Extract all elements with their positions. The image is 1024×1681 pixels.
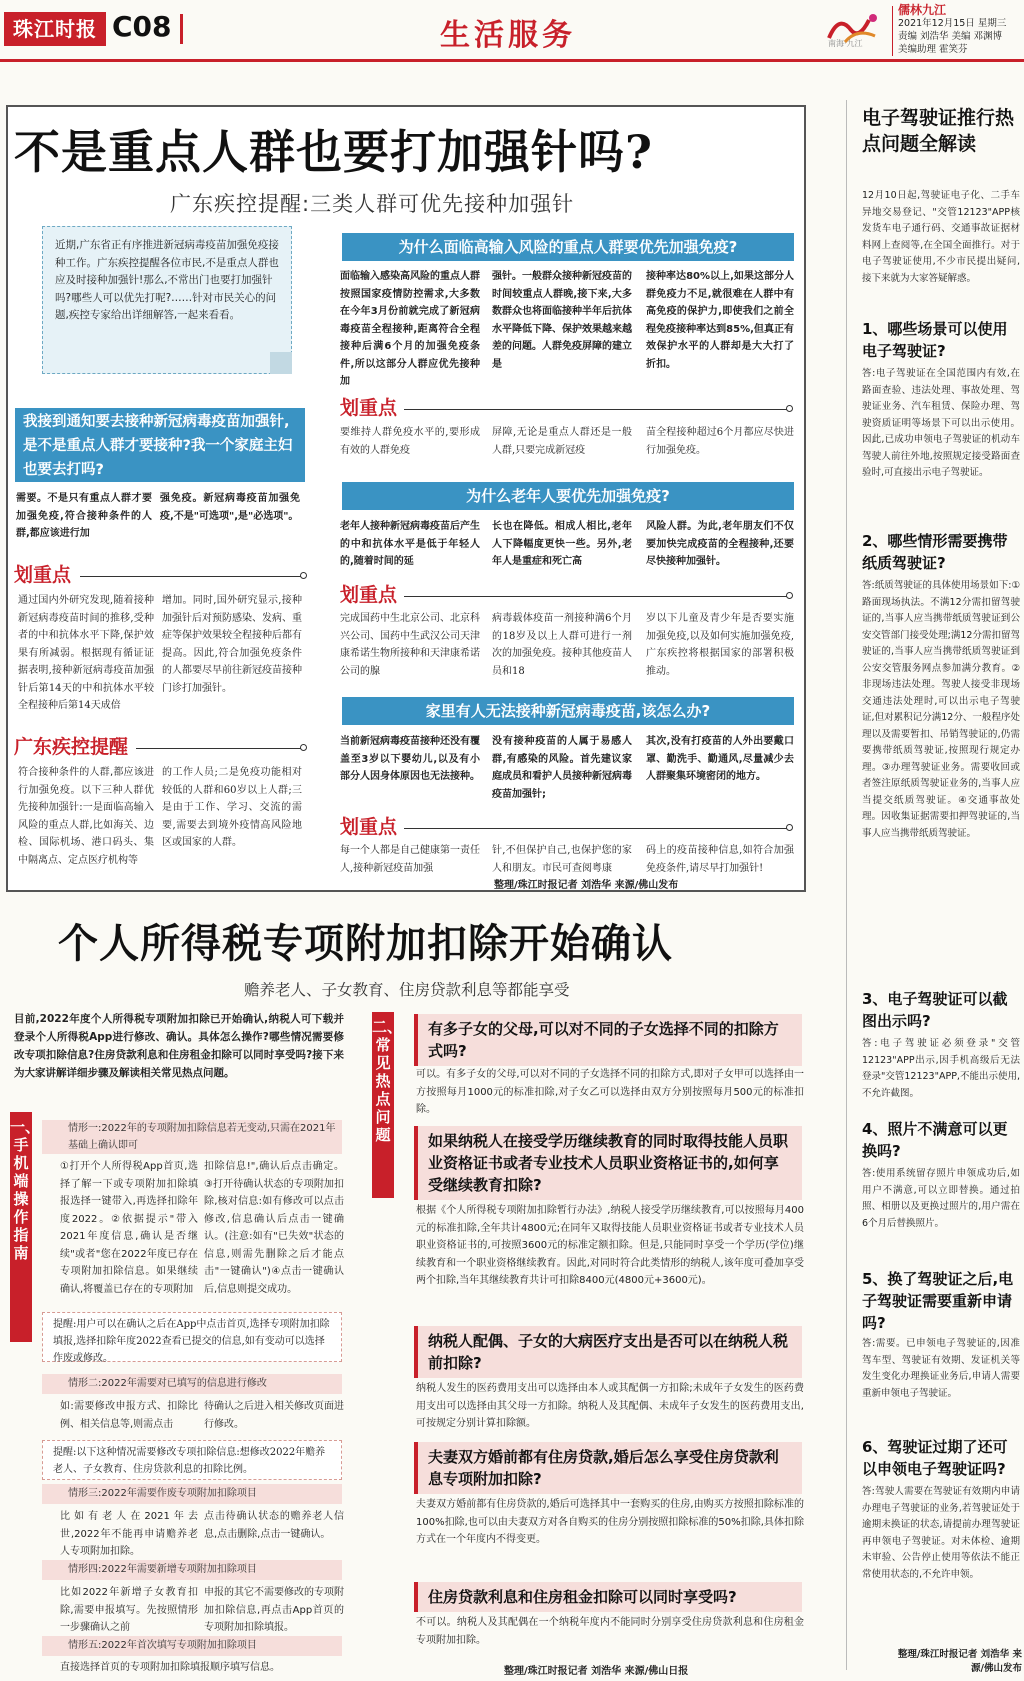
section-label-phone-guide: 一、手机端操作指南 bbox=[10, 1112, 32, 1342]
hot-answer-1: 可以。有多子女的父母,可以对不同的子女选择不同的扣除方式,即对子女甲可以选择由一方按照每月1000元的标准扣除,对子女乙可以选择由双方分别按照每月500元的标准扣除。 bbox=[416, 1069, 804, 1115]
mark-dot-icon bbox=[300, 572, 307, 579]
page-number: C08 bbox=[112, 10, 172, 43]
q1-mark-2: 屏障,无论是重点人群还是一般人群,只要完成新冠疫 bbox=[492, 427, 632, 456]
q2-mark-2: 病毒载体疫苗一剂接种满6个月的18岁及以上人群可进行一剂次的加强免疫。接种其他疫苗人员和18 bbox=[492, 613, 632, 677]
mark-rule bbox=[404, 409, 788, 410]
q1-mark-1: 要维持人群免疫水平的,要形成有效的人群免疫 bbox=[340, 427, 480, 456]
situation-4-text-b: 申报的其它不需要修改的专项附加扣除信息,再点击App首页的专项附加扣除填报。 bbox=[204, 1587, 344, 1633]
q3-answer-1: 当前新冠病毒疫苗接种还没有覆盖至3岁以下婴幼儿,以及有小部分人因身体原因也无法接种。 bbox=[340, 736, 480, 782]
hot-answer-2: 根据《个人所得税专项附加扣除暂行办法》,纳税人接受学历继续教育,可以按照每月400元的标准扣除,全年共计4800元;在同年又取得技能人员职业资格证书或者专业技术人员职业资格证书的,可按照3600元的标准定额扣除。但是,只能同时享受一个学历(学位)继续教育和一个职业资格继续教育。因此,对同时符合此类情形的纳税人,该年度可叠加享受两个扣除,当年其继续教育共计可扣除8400元(4800元+3600元)。 bbox=[416, 1205, 804, 1286]
situation-5: 情形五:2022年首次填写专项附加扣除项目 bbox=[42, 1636, 342, 1656]
gd-text-1: 符合接种条件的人群,都应该进行加强免疫。以下三种人群优先接种加强针:一是面临高输入风险的重点人群,比如海关、边检、国际机场、港口码头、集中隔离点、定点医疗机构等 bbox=[18, 767, 154, 866]
q1-answer-2: 强针。一般群众接种新冠疫苗的时间较重点人群晚,接下来,大多数群众也将面临接种半年后抗体水平降低下降、保护效果越来越差的问题。人群免疫屏障的建立是 bbox=[492, 271, 632, 370]
mark-rule bbox=[80, 576, 302, 577]
editors: 责编 刘浩华 美编 邓渊博 bbox=[898, 31, 1003, 42]
mark-heading: 划重点 bbox=[340, 584, 398, 606]
intro-box: 近期,广东省正有序推进新冠病毒疫苗加强免疫接种工作。广东疾控提醒各位市民,不是重点人群也应及时接种加强针!那么,不常出门也要打加强针吗?哪些人可以优先打呢?……针对市民关心的问题,疾控专家给出详细解答,一起来看看。 bbox=[42, 226, 292, 374]
mark-left-text-1: 通过国内外研究发现,随着接种新冠病毒疫苗时间的推移,受种者的中和抗体水平下降,保护效果有所减弱。根据现有循证证据表明,接种新冠病毒疫苗加强针后第14天的中和抗体水平较全程接种后第14天成倍 bbox=[18, 595, 154, 711]
right-a3: 答:电子驾驶证必须登录"交管12123"APP出示,因手机高级后无法登录"交管12123"APP,不能出示使用,不允许截图。 bbox=[862, 1038, 1020, 1099]
situation-4-text-a: 比如2022年新增子女教育扣除,需要申报填写。先按照情形一步骤确认之前 bbox=[60, 1587, 198, 1633]
situation-1-text-b: 扣除信息!",确认后点击确定。③打开待确认状态的专项附加扣除,核对信息:如有修改可以点击修改,信息确认后点击一键确认。(注意:如有"已失效"状态的信息,则需先删除之后才能点击"一键确认")④点击一键确认后,信息则提交成功。 bbox=[204, 1161, 344, 1295]
right-column-credit: 整理/珠江时报记者 刘浩华 来源/佛山发布 bbox=[897, 1649, 1022, 1674]
hot-question-2: 如果纳税人在接受学历继续教育的同时取得技能人员职业资格证书或者专业技术人员职业资格证书的,如何享受继续教育扣除? bbox=[414, 1126, 802, 1200]
right-q6: 6、驾驶证过期了还可以申领电子驾驶证吗? bbox=[862, 1438, 1008, 1478]
situation-2: 情形二:2022年需要对已填写的信息进行修改 bbox=[42, 1374, 342, 1394]
mark-dot-icon bbox=[786, 592, 793, 599]
question-2-bar: 为什么老年人要优先加强免疫? bbox=[342, 482, 794, 510]
bottom-subhead: 赡养老人、子女教育、住房贷款利息等都能享受 bbox=[244, 981, 570, 999]
question-1-bar: 为什么面临高输入风险的重点人群要优先加强免疫? bbox=[342, 233, 794, 261]
situation-3-text-b: 点击待确认状态的赡养老人信息,点击删除,点击一键确认。 bbox=[204, 1511, 344, 1540]
newspaper-logo: 珠江时报 bbox=[4, 12, 106, 46]
q1-answer-1: 面临输入感染高风险的重点人群按照国家疫情防控需求,大多数在今年3月份前就完成了新冠病毒疫苗全程接种,距离符合全程接种后满6个月的加强免疫条件,所以这部分人群应优先接种加 bbox=[340, 271, 480, 387]
q2-answer-3: 风险人群。为此,老年朋友们不仅要加快完成疫苗的全程接种,还要尽快接种加强针。 bbox=[646, 521, 794, 567]
situation-1-text-a: ①打开个人所得税App首页,选择了解一下或专项附加扣除填报选择一键带入,再选择扣除年度2022。②依据提示"带入2021年度信息,确认是否继续"或者"您在2022年度已存在专项附加扣除信息。如果继续确认,将覆盖已存在的专项附加 bbox=[60, 1161, 198, 1295]
right-lead: 12月10日起,驾驶证电子化、二手车异地交易登记、"交管12123"APP核发货车电子通行码、交通事故证据材料网上查阅等,在全国全面推行。对于电子驾驶证使用,不少市民提出疑问,接下来就为大家答疑解惑。 bbox=[862, 190, 1020, 284]
edition-info bbox=[898, 4, 1022, 56]
right-a5: 答:需要。已申领电子驾驶证的,因准驾车型、驾驶证有效期、发证机关等发生变化办理换证业务后,申请人需要重新申领电子驾驶证。 bbox=[862, 1338, 1020, 1399]
issue-date: 2021年12月15日 星期三 bbox=[898, 18, 1007, 29]
mark-heading: 划重点 bbox=[14, 564, 72, 586]
hot-question-3: 纳税人配偶、子女的大病医疗支出是否可以在纳税人税前扣除? bbox=[414, 1326, 802, 1378]
tip-2: 提醒:以下这种情况需要修改专项扣除信息:想修改2022年赡养老人、子女教育、住房贷款利息的扣除比例。 bbox=[42, 1440, 342, 1480]
bottom-headline: 个人所得税专项附加扣除开始确认 bbox=[58, 920, 673, 967]
slogan: 儒林九江 bbox=[898, 3, 947, 17]
situation-1: 情形一:2022年的专项附加扣除信息若无变动,只需在2021年基础上确认即可 bbox=[42, 1120, 342, 1154]
situation-3-text-a: 比如有老人在2021年去世,2022年不能再申请赡养老人专项附加扣除。 bbox=[60, 1511, 198, 1557]
right-a1: 答:电子驾驶证在全国范围内有效,在路面查验、违法处理、事故处理、驾驶证业务、汽车租赁、保险办理、驾驶资质证明等场景下可以出示使用。因此,已成功申领电子驾驶证的机动车驾驶人前往外地,按照规定接受路面查验时,可直接出示电子驾驶证。 bbox=[862, 368, 1020, 478]
q2-answer-2: 长也在降低。相成人相比,老年人下降幅度更快一些。另外,老年人是重症和死亡高 bbox=[492, 521, 632, 567]
hot-answer-3: 纳税人发生的医药费用支出可以选择由本人或其配偶一方扣除;未成年子女发生的医药费用支出可以选择由其父母一方扣除。纳税人及其配偶、未成年子女发生的医药费用支出,可按规定分别计算扣除额。 bbox=[416, 1383, 804, 1429]
situation-4: 情形四:2022年需要新增专项附加扣除项目 bbox=[42, 1560, 342, 1580]
right-q2: 2、哪些情形需要携带纸质驾驶证? bbox=[862, 532, 1008, 572]
column-divider bbox=[846, 100, 847, 1670]
mark-dot-icon bbox=[786, 824, 793, 831]
right-column-title: 电子驾驶证推行热点问题全解读 bbox=[862, 107, 1015, 155]
situation-3: 情形三:2022年需要作废专项附加扣除项目 bbox=[42, 1484, 342, 1504]
right-q3: 3、电子驾驶证可以截图出示吗? bbox=[862, 990, 1008, 1030]
mark-rule bbox=[404, 828, 788, 829]
mark-dot-icon bbox=[300, 744, 307, 751]
situation-5-text: 直接选择首页的专项附加扣除填报顺序填写信息。 bbox=[60, 1662, 280, 1673]
q2-mark-3: 岁以下儿童及青少年是否要实施加强免疫,以及如何实施加强免疫,广东疾控将根据国家的部署积极推动。 bbox=[646, 613, 794, 677]
hot-answer-4: 夫妻双方婚前都有住房贷款的,婚后可选择其中一套购买的住房,由购买方按照扣除标准的100%扣除,也可以由夫妻双方对各自购买的住房分别按照扣除标准的50%扣除,具体扣除方式在一个年度内不得变更。 bbox=[416, 1499, 804, 1545]
q2-mark-1: 完成国药中生北京公司、北京科兴公司、国药中生武汉公司天津康希诺生物所接种和天津康希诺公司的腺 bbox=[340, 613, 480, 677]
hot-answer-5: 不可以。纳税人及其配偶在一个纳税年度内不能同时分别享受住房贷款利息和住房租金专项附加扣除。 bbox=[416, 1617, 804, 1646]
intro-fold-corner bbox=[270, 352, 292, 374]
masthead bbox=[0, 0, 1024, 62]
brand-caption: 南海·九江 bbox=[828, 39, 863, 48]
answer-left-1: 需要。不是只有重点人群才要加强免疫,符合接种条件的人群,都应该进行加 bbox=[16, 493, 152, 539]
right-q1: 1、哪些场景可以使用电子驾驶证? bbox=[862, 320, 1008, 360]
situation-2-text-b: 待确认之后进入相关修改页面进行修改。 bbox=[204, 1401, 344, 1430]
top-article-credit: 整理/珠江时报记者 刘浩华 来源/佛山发布 bbox=[494, 880, 679, 891]
question-left: 我接到通知要去接种新冠病毒疫苗加强针,是不是重点人群才要接种?我一个家庭主妇也要去打吗? bbox=[15, 408, 305, 482]
top-headline: 不是重点人群也要打加强针吗? bbox=[14, 125, 653, 179]
q1-answer-3: 接种率达80%以上,如果这部分人群免疫力不足,就很难在人群中有高免疫的保护力,即使我们之前全程免疫接种率达到85%,但真正有效保护水平的人群却是大大打了折扣。 bbox=[646, 271, 794, 370]
q3-answer-3: 其次,没有打疫苗的人外出要戴口罩、勤洗手、勤通风,尽量减少去人群聚集环境密闭的地方。 bbox=[646, 736, 794, 782]
hot-question-5: 住房贷款利息和住房租金扣除可以同时享受吗? bbox=[414, 1582, 802, 1612]
hot-question-4: 夫妻双方婚前都有住房贷款,婚后怎么享受住房贷款利息专项附加扣除? bbox=[414, 1442, 802, 1494]
mark-heading: 划重点 bbox=[340, 397, 398, 419]
question-3-bar: 家里有人无法接种新冠病毒疫苗,该怎么办? bbox=[342, 697, 794, 725]
q3-mark-3: 码上的疫苗接种信息,如符合加强免疫条件,请尽早打加强针! bbox=[646, 845, 794, 874]
right-a4: 答:使用系统留存照片申领成功后,如用户不满意,可以立即替换。通过拍照、相册以及更换过照片的,用户需在6个月后替换照片。 bbox=[862, 1168, 1020, 1229]
mark-heading: 划重点 bbox=[340, 816, 398, 838]
mark-left-text-2: 增加。同时,国外研究显示,接种加强针后对预防感染、发病、重症等保护效果较全程接种后都有提高。因此,符合加强免疫条件的人都要尽早前往新冠疫苗接种门诊打加强针。 bbox=[162, 595, 302, 694]
q1-mark-3: 苗全程接种超过6个月都应尽快进行加强免疫。 bbox=[646, 427, 794, 456]
q2-answer-1: 老年人接种新冠病毒疫苗后产生的中和抗体水平是低于年轻人的,随着时间的延 bbox=[340, 521, 480, 567]
assistant-editor: 美编助理 霍笑芬 bbox=[898, 44, 968, 55]
situation-2-text-a: 如:需要修改申报方式、扣除比例、相关信息等,则需点击 bbox=[60, 1401, 198, 1430]
gd-text-2: 的工作人员;二是免疫功能相对较低的人群和60岁以上人群;三是由于工作、学习、交流的需要,需要去到境外疫情高风险地区或国家的人群。 bbox=[162, 767, 302, 848]
section-label-hot-questions: 二、常见热点问题 bbox=[372, 1012, 394, 1198]
bottom-lead: 目前,2022年度个人所得税专项附加扣除已开始确认,纳税人可下载并登录个人所得税App进行修改、确认。具体怎么操作?哪些情况需要修改专项扣除信息?住房贷款利息和住房租金扣除可以同时享受吗?接下来为大家讲解详细步骤及解读相关常见热点问题。 bbox=[14, 1013, 344, 1079]
bottom-article-credit: 整理/珠江时报记者 刘浩华 来源/佛山日报 bbox=[504, 1666, 689, 1677]
divider bbox=[892, 6, 893, 56]
hot-question-1: 有多子女的父母,可以对不同的子女选择不同的扣除方式吗? bbox=[414, 1014, 802, 1066]
right-a6: 答:驾驶人需要在驾驶证有效期内申请办理电子驾驶证的业务,若驾驶证处于逾期未换证的状态,请提前办理驾驶证再申领电子驾驶证。对未体检、逾期未审验、公告停止使用等依法不能正常使用状态的,不允许申领。 bbox=[862, 1486, 1020, 1580]
right-q5: 5、换了驾驶证之后,电子驾驶证需要重新申请吗? bbox=[862, 1270, 1014, 1332]
q3-mark-1: 每一个人都是自己健康第一责任人,接种新冠疫苗加强 bbox=[340, 845, 480, 874]
section-title: 生活服务 bbox=[440, 18, 576, 53]
top-subhead: 广东疾控提醒:三类人群可优先接种加强针 bbox=[170, 192, 575, 216]
gd-heading: 广东疾控提醒 bbox=[14, 736, 129, 758]
q3-answer-2: 没有接种疫苗的人属于易感人群,有感染的风险。首先建议家庭成员和看护人员接种新冠病毒疫苗加强针; bbox=[492, 736, 632, 800]
mark-dot-icon bbox=[786, 405, 793, 412]
right-a2: 答:纸质驾驶证的具体使用场景如下:①路面现场执法。不满12分需扣留驾驶证的,当事人应当携带纸质驾驶证到公安交管部门接受处理;满12分需扣留驾驶证的,当事人应当携带纸质驾驶证到公安交管服务网点参加满分教育。②非现场违法处理。驾驶人接受非现场交通违法处理时,可以出示电子驾驶证,但对累积记分满12分、一般程序处理以及需要暂扣、吊销驾驶证的,仍需要携带纸质驾驶证,按照现行规定办理。③办理驾驶证业务。需要收回或者签注原纸质驾驶证业务的,当事人应当提交纸质驾驶证。④交通事故处理。因收集证据需要扣押驾驶证的,当事人应当携带纸质驾驶证。 bbox=[862, 580, 1020, 839]
answer-left-2: 强免疫。新冠病毒疫苗加强免疫,不是"可选项",是"必选项"。 bbox=[160, 493, 300, 522]
right-q4: 4、照片不满意可以更换吗? bbox=[862, 1120, 1008, 1160]
gd-rule bbox=[136, 748, 302, 749]
mark-rule bbox=[404, 596, 788, 597]
q3-mark-2: 针,不但保护自己,也保护您的家人和朋友。市民可查阅粤康 bbox=[492, 845, 632, 874]
tip-1: 提醒:用户可以在确认之后在App中点击首页,选择专项附加扣除填报,选择扣除年度2022查看已提交的信息,如有变动可以选择作废或修改。 bbox=[42, 1312, 342, 1362]
divider bbox=[180, 14, 183, 44]
